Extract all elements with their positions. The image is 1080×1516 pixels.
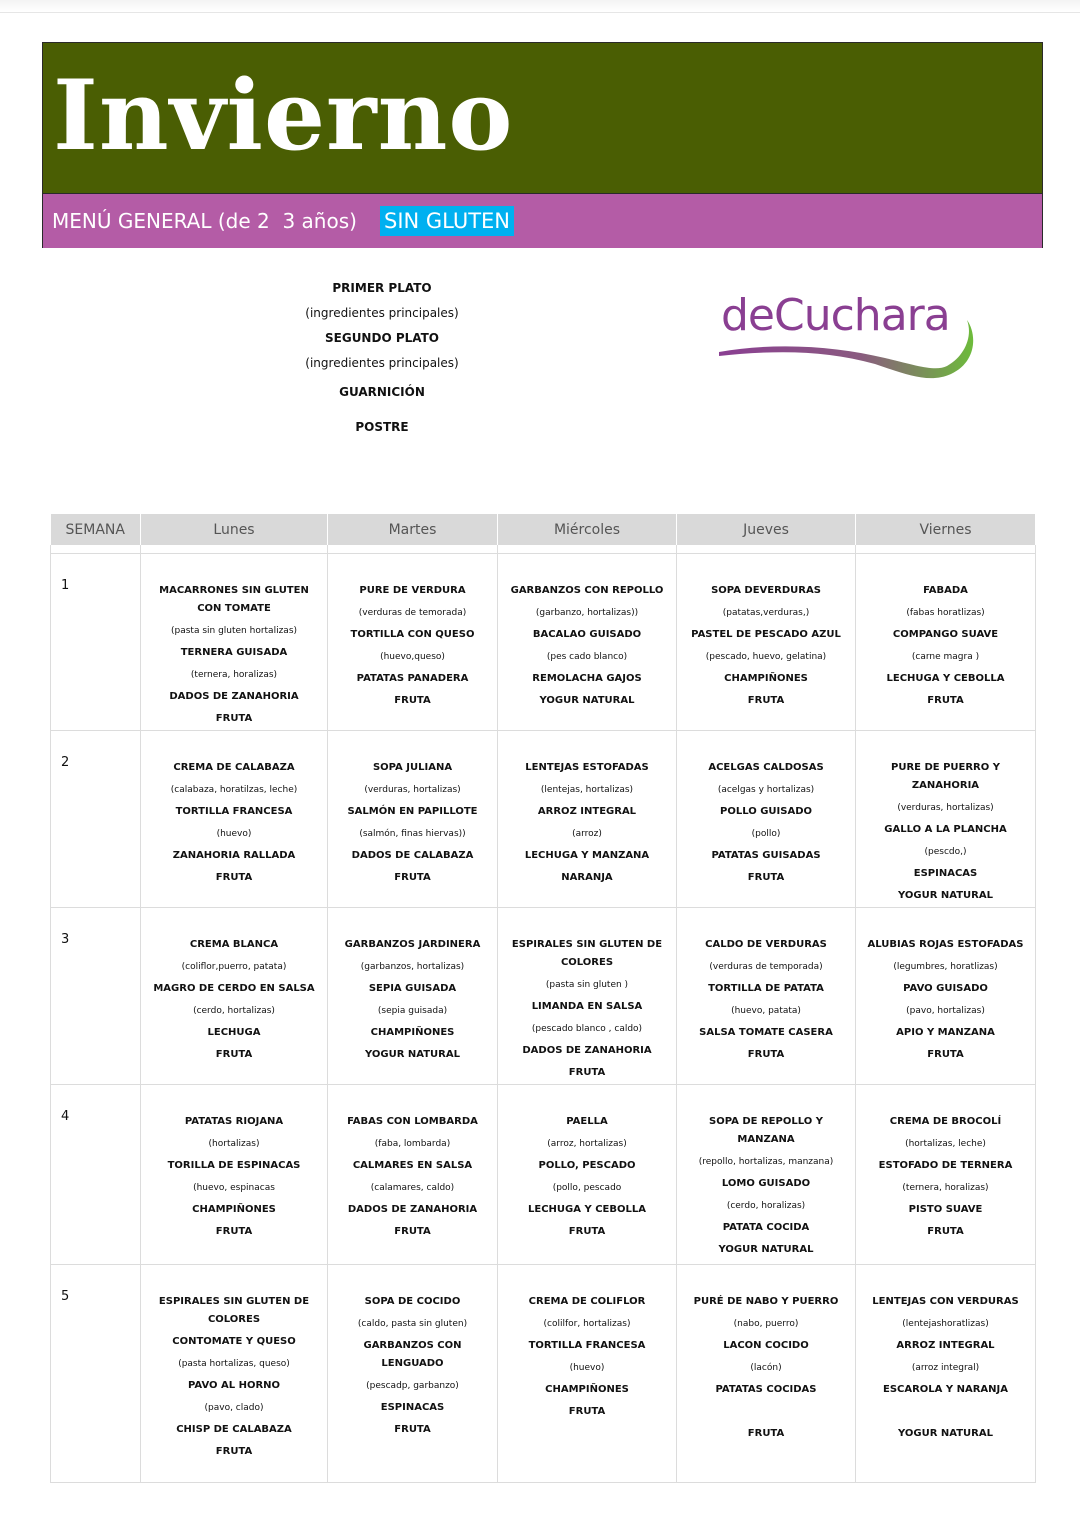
col-header-wednesday: Miércoles [498,514,677,545]
gluten-free-badge: SIN GLUTEN [380,206,514,236]
dish-name: PATATAS COCIDAS [715,1384,817,1395]
dish-name: YOGUR NATURAL [718,1244,814,1255]
day-menu-cell [328,1085,498,1265]
dish-ingredients: (legumbres, horatlizas) [893,962,998,972]
dish-name: FRUTA [568,1067,606,1078]
dish-ingredients: (verduras de temorada) [358,608,467,618]
dish-name: CHAMPIÑONES [192,1204,276,1215]
day-menu-cell [498,731,677,908]
dish-name: CHISP DE CALABAZA [176,1424,292,1435]
day-menu-cell [856,1265,1036,1483]
legend-second-course: SEGUNDO PLATO [325,331,439,345]
dish-name: YOGUR NATURAL [898,890,993,901]
dish-ingredients: (nabo, puerro) [733,1319,799,1329]
dish-name: SOPA JULIANA [372,762,453,773]
day-menu-cell [856,1085,1036,1265]
dish-list [856,554,1035,712]
legend-dessert: POSTRE [355,420,409,434]
dish-name: LOMO GUISADO [721,1178,811,1189]
dish-name: BACALAO GUISADO [532,629,642,640]
day-menu-cell [498,908,677,1085]
dish-name: PURÉ DE NABO Y PUERRO [693,1296,839,1307]
legend-side-dish: GUARNICIÓN [339,385,425,399]
dish-name: LECHUGA Y MANZANA [524,850,650,861]
day-menu-cell [677,554,856,731]
dish-name: ZANAHORIA RALLADA [172,850,296,861]
dish-name: SALMÓN EN PAPILLOTE [347,806,478,817]
dish-ingredients: (pescado blanco , caldo) [531,1024,643,1034]
dish-name: ALUBIAS ROJAS ESTOFADAS [867,939,1024,950]
dish-ingredients: (verduras, hortalizas) [897,803,994,813]
dish-name: ESCAROLA Y NARANJA [882,1384,1008,1395]
spacer-cell [51,545,141,554]
dish-name: SOPA DE COCIDO [364,1296,461,1307]
dish-name: FRUTA [568,1406,606,1417]
dish-list [328,554,497,712]
decuchara-logo [715,290,980,385]
day-menu-cell [328,1265,498,1483]
dish-name: TORTILLA FRANCESA [528,1340,646,1351]
dish-name: ARROZ INTEGRAL [896,1340,995,1351]
day-menu-cell [677,731,856,908]
dish-name: MAGRO DE CERDO EN SALSA [153,983,315,994]
dish-list [328,1265,497,1441]
day-menu-cell [677,1265,856,1483]
day-menu-cell [856,554,1036,731]
dish-name: FRUTA [394,872,431,883]
dish-name: CREMA BLANCA [189,939,279,950]
dish-ingredients: (huevo, patata) [731,1006,801,1016]
dish-ingredients: (pollo, pescado [552,1183,622,1193]
dish-name: YOGUR NATURAL [365,1049,460,1060]
dish-ingredients: (pollo) [751,829,781,839]
dish-name: LECHUGA Y CEBOLLA [528,1204,646,1215]
dish-name: CONTOMATE Y QUESO [172,1336,296,1347]
day-menu-cell [141,1265,328,1483]
dish-name: POLLO, PESCADO [538,1160,636,1171]
dish-name: FRUTA [215,1049,253,1060]
spacer-cell [677,545,856,554]
dish-ingredients: (acelgas y hortalizas) [717,785,815,795]
dish-list [677,554,855,712]
week-row [51,554,1036,731]
dish-name: CREMA DE BROCOLÍ [889,1116,1002,1127]
dish-name: DADOS DE ZANAHORIA [169,691,299,702]
week-number: 3 [51,908,141,1085]
dish-name: NARANJA [561,872,613,883]
day-menu-cell [677,1085,856,1265]
dish-name: ESPINACAS [913,868,978,879]
spacer-cell [328,545,498,554]
dish-name: FRUTA [568,1226,606,1237]
dish-ingredients: (pavo, hortalizas) [906,1006,985,1016]
dish-list [856,1265,1035,1445]
dish-list [141,1085,327,1243]
dish-name: LENTEJAS ESTOFADAS [525,762,649,773]
dish-name: ARROZ INTEGRAL [537,806,637,817]
dish-name: CALMARES EN SALSA [352,1160,473,1171]
dish-list [498,1265,676,1423]
legend-ingredients-1: (ingredientes principales) [305,306,459,320]
dish-name: APIO Y MANZANA [896,1027,995,1038]
day-menu-cell [498,1265,677,1483]
dish-list [677,908,855,1066]
dish-name: SOPA DEVERDURAS [711,585,821,596]
dish-ingredients: (fabas horatlizas) [906,608,985,618]
dish-name: LENTEJAS CON VERDURAS [872,1296,1019,1307]
dish-name: ACELGAS CALDOSAS [708,762,824,773]
dish-ingredients: (huevo,queso) [380,652,445,662]
dish-name: PATATAS GUISADAS [711,850,821,861]
dish-ingredients: (faba, lombarda) [374,1139,451,1149]
dish-name: DADOS DE ZANAHORIA [522,1045,652,1056]
spacer-cell [498,545,677,554]
dish-list [328,908,497,1066]
dish-name: LECHUGA [207,1027,261,1038]
dish-ingredients: (arroz) [572,829,602,839]
dish-list [498,731,676,889]
dish-ingredients: (lentejashoratlizas) [902,1319,989,1329]
dish-ingredients: (repollo, hortalizas, manzana) [698,1157,834,1167]
dish-list [141,908,327,1066]
dish-ingredients: (arroz, hortalizas) [547,1139,627,1149]
day-menu-cell [856,908,1036,1085]
day-menu-cell [141,731,328,908]
dish-ingredients: (pasta sin gluten hortalizas) [170,626,298,636]
dish-list [498,1085,676,1243]
dish-name: GARBANZOS CON LENGUADO [363,1340,462,1369]
dish-name: FRUTA [394,695,431,706]
dish-ingredients: (arroz integral) [911,1363,980,1373]
day-menu-cell [498,1085,677,1265]
week-number: 4 [51,1085,141,1265]
dish-name: PURE DE VERDURA [359,585,466,596]
dish-name: PURE DE PUERRO Y ZANAHORIA [891,762,1000,791]
day-menu-cell [141,554,328,731]
dish-list [677,1085,855,1261]
dish-name: CHAMPIÑONES [545,1384,629,1395]
col-header-thursday: Jueves [677,514,856,545]
dish-list [856,1085,1035,1243]
dish-name: GARBANZOS JARDINERA [344,939,481,950]
dish-list [328,1085,497,1243]
dish-list [498,554,676,712]
dish-list [498,908,676,1084]
day-menu-cell [498,554,677,731]
dish-name: MACARRONES SIN GLUTEN CON TOMATE [159,585,309,614]
dish-name: LECHUGA Y CEBOLLA [886,673,1005,684]
day-menu-cell [141,1085,328,1265]
dish-ingredients: (cerdo, horalizas) [726,1201,806,1211]
col-header-tuesday: Martes [328,514,498,545]
dish-list [856,731,1035,907]
dish-name: PATATAS RIOJANA [184,1116,284,1127]
dish-name: FRUTA [747,1049,785,1060]
spacer-cell [856,545,1036,554]
dish-ingredients: (garbanzo, hortalizas)) [535,608,639,618]
dish-ingredients: (sepia guisada) [377,1006,448,1016]
day-menu-cell [328,554,498,731]
dish-name: FRUTA [927,1049,964,1060]
dish-ingredients: (caldo, pasta sin gluten) [357,1319,468,1329]
day-menu-cell [141,908,328,1085]
dish-name: ESTOFADO DE TERNERA [878,1160,1013,1171]
dish-name: FRUTA [927,695,964,706]
dish-ingredients: (garbanzos, hortalizas) [360,962,465,972]
dish-ingredients: (verduras, hortalizas) [364,785,461,795]
dish-ingredients: (salmón, finas hiervas)) [359,829,466,839]
dish-ingredients: (hortalizas, leche) [905,1139,986,1149]
logo-text: deCuchara [721,290,950,341]
dish-name: SALSA TOMATE CASERA [699,1027,833,1038]
dish-name: PAVO AL HORNO [187,1380,281,1391]
dish-name: LIMANDA EN SALSA [531,1001,643,1012]
col-header-week: SEMANA [51,514,141,545]
dish-ingredients: (colilfor, hortalizas) [543,1319,631,1329]
dish-ingredients: (pes cado blanco) [546,652,628,662]
week-row [51,1265,1036,1483]
dish-ingredients: (ternera, horalizas) [190,670,278,680]
dish-ingredients: (lacón) [750,1363,782,1373]
dish-name: TERNERA GUISADA [180,647,288,658]
dish-name: PISTO SUAVE [908,1204,983,1215]
dish-name: CHAMPIÑONES [724,673,808,684]
week-number: 5 [51,1265,141,1483]
dish-name: FRUTA [747,872,785,883]
dish-name: FABAS CON LOMBARDA [347,1116,478,1127]
dish-name: FRUTA [747,695,785,706]
dish-ingredients: (pasta sin gluten ) [545,980,629,990]
legend-first-course: PRIMER PLATO [332,281,432,295]
dish-list [328,731,497,889]
dish-name: FRUTA [215,1446,253,1457]
week-row [51,1085,1036,1265]
dish-ingredients: (calabaza, horatilzas, leche) [170,785,298,795]
dish-name: TORTILLA DE PATATA [708,983,824,994]
week-number: 2 [51,731,141,908]
col-header-monday: Lunes [141,514,328,545]
dish-ingredients: (verduras de temporada) [709,962,823,972]
dish-ingredients: (pescdo,) [924,847,967,857]
dish-ingredients: (huevo) [216,829,252,839]
dish-name: GARBANZOS CON REPOLLO [510,585,664,596]
subtitle-band [43,193,1042,248]
dish-name: REMOLACHA GAJOS [532,673,642,684]
dish-name: GALLO A LA PLANCHA [884,824,1007,835]
dish-name: ESPINACAS [380,1402,445,1413]
menu-subtitle: MENÚ GENERAL (de 2 3 años) [52,209,364,233]
dish-legend [282,276,482,440]
dish-ingredients: (pescado, huevo, gelatina) [705,652,827,662]
dish-name: CREMA DE CALABAZA [173,762,295,773]
dish-name: TORTILLA FRANCESA [175,806,293,817]
dish-ingredients [856,1401,1035,1423]
week-number: 1 [51,554,141,731]
dish-name: CALDO DE VERDURAS [705,939,827,950]
dish-name: YOGUR NATURAL [539,695,635,706]
dish-name: FRUTA [394,1226,431,1237]
dish-name: CREMA DE COLIFLOR [528,1296,646,1307]
day-menu-cell [677,908,856,1085]
dish-name: DADOS DE ZANAHORIA [347,1204,478,1215]
dish-name: ESPIRALES SIN GLUTEN DE COLORES [158,1296,310,1325]
dish-ingredients: (pescadp, garbanzo) [366,1381,459,1391]
dish-name: LACON COCIDO [723,1340,809,1351]
dish-name: PAELLA [566,1116,608,1127]
table-spacer-row [51,545,1036,554]
dish-name: SEPIA GUISADA [368,983,457,994]
spacer-cell [141,545,328,554]
dish-name: POLLO GUISADO [720,806,812,817]
dish-ingredients [677,1401,855,1423]
dish-name: COMPANGO SUAVE [892,629,999,640]
dish-list [141,1265,327,1463]
dish-name: TORILLA DE ESPINACAS [167,1160,301,1171]
top-border [0,0,1080,13]
dish-name: FRUTA [215,713,253,724]
day-menu-cell [856,731,1036,908]
week-row [51,908,1036,1085]
dish-name: FRUTA [215,1226,253,1237]
day-menu-cell [328,731,498,908]
dish-list [677,731,855,889]
dish-name: FRUTA [927,1226,964,1237]
week-row [51,731,1036,908]
dish-ingredients: (coliflor,puerro, patata) [181,962,287,972]
table-header-row [51,514,1036,545]
menu-header [42,42,1043,248]
weekly-menu-table [50,514,1036,1483]
dish-name: FRUTA [394,1424,431,1435]
title-band [43,43,1042,193]
dish-ingredients: (hortalizas) [208,1139,260,1149]
dish-name: CHAMPIÑONES [370,1027,455,1038]
legend-ingredients-2: (ingredientes principales) [305,356,459,370]
dish-ingredients: (pavo, clado) [204,1403,264,1413]
dish-name: FRUTA [747,1428,785,1439]
dish-list [141,554,327,730]
page-title: Invierno [53,59,514,172]
dish-name: PATATA COCIDA [722,1222,810,1233]
dish-name: SOPA DE REPOLLO Y MANZANA [709,1116,823,1145]
dish-name: ESPIRALES SIN GLUTEN DE COLORES [511,939,663,968]
spoon-swoosh-icon [715,290,980,385]
dish-ingredients: (lentejas, hortalizas) [540,785,634,795]
col-header-friday: Viernes [856,514,1036,545]
dish-list [677,1265,855,1445]
dish-list [856,908,1035,1066]
dish-ingredients: (carne magra ) [911,652,980,662]
dish-ingredients: (calamares, caldo) [370,1183,455,1193]
dish-name: FABADA [923,585,968,596]
dish-name: PATATAS PANADERA [356,673,469,684]
dish-name: FRUTA [215,872,253,883]
dish-ingredients: (cerdo, hortalizas) [193,1006,275,1016]
dish-name: YOGUR NATURAL [898,1428,993,1439]
day-menu-cell [328,908,498,1085]
dish-name: DADOS DE CALABAZA [351,850,474,861]
dish-ingredients: (pasta hortalizas, queso) [178,1359,290,1369]
dish-ingredients: (huevo, espinacas [193,1183,275,1193]
dish-ingredients: (patatas,verduras,) [722,608,810,618]
dish-name: PAVO GUISADO [903,983,988,994]
dish-ingredients: (huevo) [569,1363,605,1373]
dish-list [141,731,327,889]
dish-ingredients: (ternera, horalizas) [902,1183,989,1193]
dish-name: PASTEL DE PESCADO AZUL [691,629,841,640]
dish-name: TORTILLA CON QUESO [350,629,475,640]
